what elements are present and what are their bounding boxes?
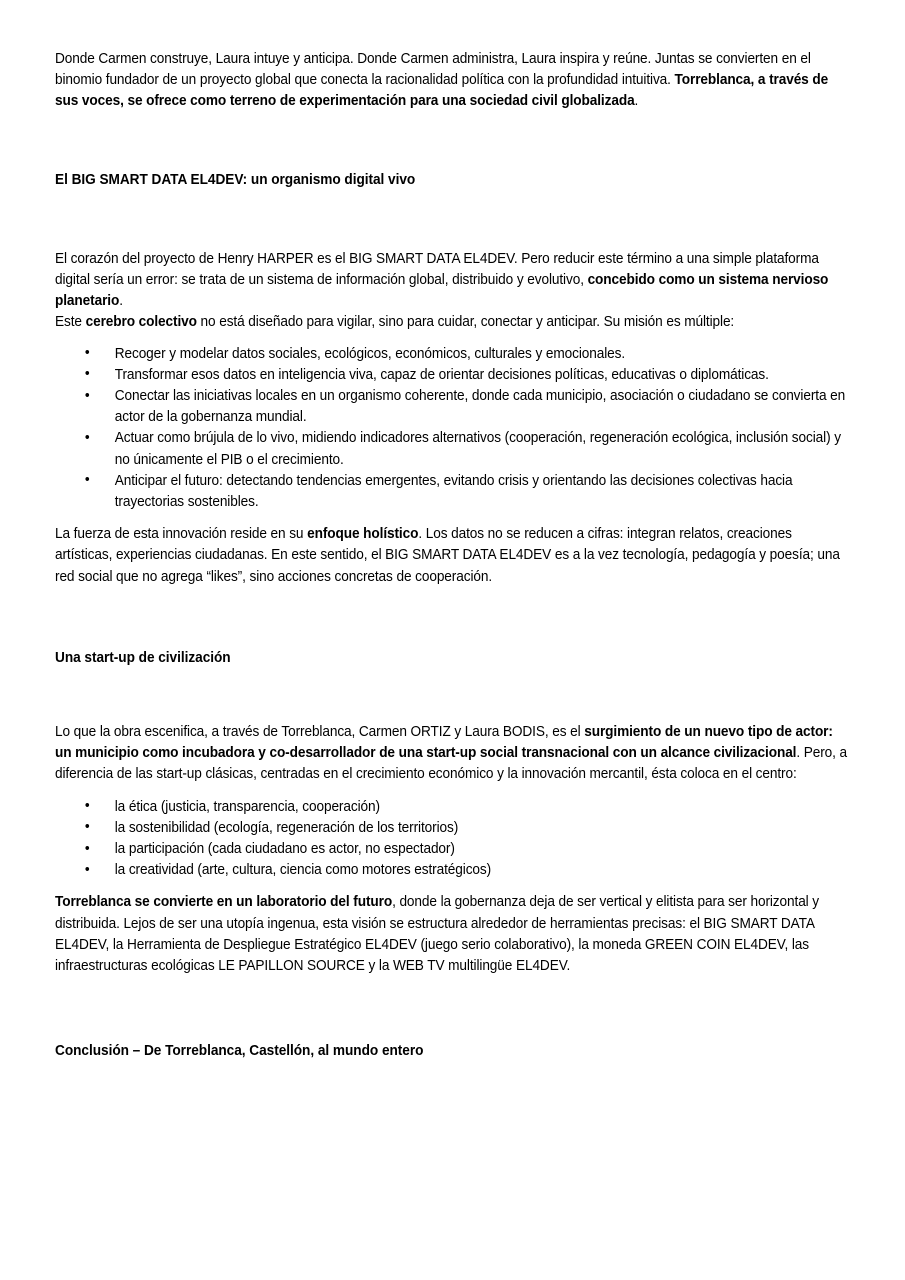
text-run: Este: [55, 313, 86, 331]
list-item-label: Conectar las iniciativas locales en un organismo coherente, donde cada municipio, asociación o ciudadano se convierta en actor de la gobernanza mundial.: [114, 387, 846, 426]
list-item-label: Anticipar el futuro: detectando tendencias emergentes, evitando crisis y orientando las decisiones colectivas hacia trayectorias sostenibles.: [114, 471, 793, 511]
heading-big-smart-data: El BIG SMART DATA EL4DEV: un organismo digital vivo: [55, 170, 416, 188]
text-run: Lo que la obra escenifica, a través de Torreblanca, Carmen ORTIZ y Laura BODIS, es el: [55, 723, 585, 741]
list-item-label: la participación (cada ciudadano es actor, no espectador): [114, 840, 455, 858]
text-run-bold: Torreblanca, a través de sus voces, se ofrece como terreno de experimentación para una sociedad civil globalizada: [55, 71, 829, 110]
text-run: no está diseñado para vigilar, sino para cuidar, conectar y anticipar. Su misión es múltiple:: [196, 313, 735, 331]
spacer: [55, 190, 852, 248]
paragraph-laboratorio-futuro: [55, 891, 851, 976]
list-item: [55, 859, 851, 880]
paragraph-cerebro-colectivo: [55, 311, 851, 332]
list-item-label: la sostenibilidad (ecología, regeneración de los territorios): [114, 818, 459, 836]
list-item: [55, 427, 851, 469]
text-run: El corazón del proyecto de Henry HARPER es el BIG SMART DATA EL4DEV. Pero reducir este término a una simple plataforma digital sería un error: se trata de un sistema de información global, distribuido y evolutivo,: [55, 249, 819, 289]
spacer: [55, 668, 852, 721]
text-run-bold: cerebro colectivo: [85, 313, 197, 331]
list-item-label: la creatividad (arte, cultura, ciencia como motores estratégicos): [114, 861, 492, 879]
list-item-label: Recoger y modelar datos sociales, ecológicos, económicos, culturales y emocionales.: [114, 344, 626, 362]
list-item: [55, 838, 851, 859]
spacer: [55, 333, 852, 343]
list-item: [55, 817, 851, 838]
spacer: [55, 880, 852, 891]
list-item: [55, 470, 851, 512]
text-run-bold: enfoque holístico: [307, 525, 419, 543]
list-item: [55, 343, 851, 364]
document-body: [55, 48, 852, 1062]
text-run: Donde Carmen construye, Laura intuye y anticipa. Donde Carmen administra, Laura inspira y reúne. Juntas se convierten en el binomio fundador de un proyecto global que conecta la racionalidad política con la profundidad intuitiva.: [55, 50, 811, 89]
text-run: , donde la gobernanza deja de ser vertical y elitista para ser horizontal y distribuida. Lejos de ser una utopía ingenua, esta visión se estructura alrededor de herramientas precisas: el BIG SMART DATA EL4DEV, la Herramienta de Despliegue Estratégico EL4DEV (juego serio colaborativo), la moneda GREEN COIN EL4DEV, las infraestructuras ecológicas LE PAPILLON SOURCE y la WEB TV multilingüe EL4DEV.: [55, 893, 820, 975]
heading-start-up-civilizacion: Una start-up de civilización: [55, 648, 231, 666]
paragraph-enfoque-holistico: [55, 523, 851, 587]
spacer: [55, 512, 852, 523]
text-run: . Pero, a diferencia de las start-up clásicas, centradas en el crecimiento económico y la innovación mercantil, ésta coloca en el centro:: [55, 744, 848, 783]
text-run-bold: Torreblanca se convierte en un laboratorio del futuro: [55, 893, 393, 911]
list-item: [55, 796, 851, 817]
text-run: .: [119, 292, 123, 310]
paragraph-startup-intro: [55, 721, 851, 785]
paragraph-bigdata-intro: [55, 248, 851, 312]
spacer: [55, 587, 852, 647]
text-run: La fuerza de esta innovación reside en su: [55, 525, 308, 543]
heading-conclusion: Conclusión – De Torreblanca, Castellón, al mundo entero: [55, 1042, 424, 1060]
list-item-label: Transformar esos datos en inteligencia viva, capaz de orientar decisiones políticas, educativas o diplomáticas.: [114, 365, 769, 383]
list-item-label: Actuar como brújula de lo vivo, midiendo indicadores alternativos (cooperación, regeneración ecológica, inclusión social) y no únicamente el PIB o el crecimiento.: [114, 429, 841, 468]
text-run-bold: surgimiento de un nuevo tipo de actor: un municipio como incubadora y co-desarrollador de una start-up social transnacional con un alcance civilizacional: [55, 723, 833, 762]
list-item: [55, 385, 851, 427]
spacer: [55, 976, 852, 1040]
spacer: [55, 112, 852, 169]
text-run: . Los datos no se reducen a cifras: integran relatos, creaciones artísticas, experiencias ciudadanas. En este sentido, el BIG SMART DATA EL4DEV es a la vez tecnología, pedagogía y poesía; una red social que no agrega “likes”, sino acciones concretas de cooperación.: [55, 525, 840, 585]
paragraph-intro: [55, 48, 851, 112]
list-item: [55, 364, 851, 385]
spacer: [55, 785, 852, 796]
list-item-label: la ética (justicia, transparencia, cooperación): [114, 797, 380, 815]
list-centro: [55, 796, 851, 881]
list-mision: [55, 343, 851, 513]
text-run-bold: concebido como un sistema nervioso planetario: [55, 271, 829, 310]
text-run: .: [634, 92, 639, 110]
